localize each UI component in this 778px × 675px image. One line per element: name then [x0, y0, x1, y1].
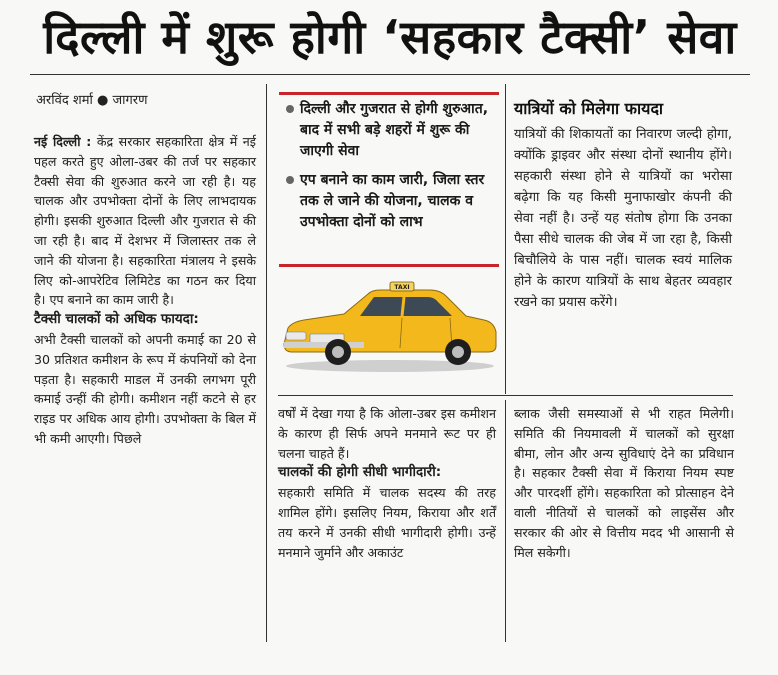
column-1-para-1-text: केंद्र सरकार सहकारिता क्षेत्र में नई पहल करते हुए ओला-उबर की तर्ज पर सहकार टैक्सी सेवा की शुरुआत करने जा रही है। यह चालक और उपभोक्ता दोनों के लिए लाभदायक होगी। इसकी शुरुआत दिल्ली और गुजरात से की जा रही है। बाद में देशभर में जिलास्तर तक ले जाने की योजना है। सहकारिता मंत्रालय ने इसके लिए को-आपरेटिव लिमिटेड का गठन कर दिया है। एप बनाने का काम जारी है। — [34, 134, 256, 308]
column-2 — [278, 404, 496, 562]
taxi-car-illustration — [280, 278, 500, 373]
highlight-text: एप बनाने का काम जारी, जिला स्तर तक ले जाने की योजना, चालक व उपभोक्ता दोनों को लाभ — [300, 172, 485, 230]
column-1-para-1 — [34, 132, 256, 310]
column-divider-2 — [505, 84, 506, 394]
column-3-para-1: ब्लाक जैसी समस्याओं से भी राहत मिलेगी। समिति की नियमावली में चालकों को सुरक्षा बीमा, लोन और अन्य सुविधाएं देने का प्रविधान है। सहकार टैक्सी सेवा में किराया नियम स्पष्ट और पारदर्शी होंगे। सहकारिता को प्रोत्साहन देने वाली नीतियों से चालकों को लाइसेंस और सरकार की ओर से वित्तीय मदद भी आसानी से मिल सकेगी। — [514, 406, 734, 560]
dateline: नई दिल्ली : — [34, 134, 92, 149]
sidebar-text: यात्रियों की शिकायतों का निवारण जल्दी होगा, क्योंकि ड्राइवर और संस्था दोनों स्थानीय होंगे। सहकारी संस्था होने से यात्रियों का भरोसा बढ़ेगा कि यह किसी मुनाफाखोर कंपनी की सेवा नहीं है। उन्हें यह संतोष होगा कि उनका पैसा सीधे चालक की जेब में जा रहा है, किसी बिचौलिये के पास नहीं। चालक स्वयं मालिक होने के कारण यात्रियों के साथ बेहतर व्यवहार रखने का प्रयास करेंगे। — [514, 127, 732, 310]
column-3 — [514, 404, 734, 562]
column-1-para-2: अभी टैक्सी चालकों को अपनी कमाई का 20 से 30 प्रतिशत कमीशन के रूप में कंपनियों को देना पड़ता है। सहकारी माडल में उनकी लगभग पूरी कमाई उन्हीं की होगी। कमीशन नहीं कटने से हर राइड पर अधिक आय होगी। उपभोक्ता के बिल में भी कमी आएगी। पिछले — [34, 331, 256, 446]
highlights-top-bar — [279, 92, 499, 95]
column-divider-3 — [505, 400, 506, 642]
bullet-icon — [286, 176, 294, 184]
lower-section-rule — [278, 395, 733, 396]
headline: दिल्ली में शुरू होगी ‘सहकार टैक्सी’ सेवा — [43, 10, 737, 64]
headline-rule — [30, 74, 750, 75]
column-1 — [34, 132, 256, 449]
taxi-roof-sign: TAXI — [394, 284, 410, 291]
highlights-box — [286, 99, 498, 241]
highlight-item — [286, 99, 498, 162]
sidebar-title: यात्रियों को मिलेगा फायदा — [514, 99, 664, 118]
highlights-bottom-bar — [279, 264, 499, 267]
column-2-subhead: चालकों की होगी सीधी भागीदारी: — [278, 464, 442, 481]
column-2-para-2: सहकारी समिति में चालक सदस्य की तरह शामिल होंगे। इसलिए नियम, किराया और शर्तें तय करने में उनकी सीधी भागीदारी होगी। उन्हें मनमाने जुर्माने और अकाउंट — [278, 485, 496, 560]
highlight-item — [286, 170, 498, 233]
column-1-subhead: टैक्सी चालकों को अधिक फायदा: — [34, 311, 199, 328]
byline: अरविंद शर्मा ● जागरण — [36, 93, 148, 108]
column-divider-1 — [266, 84, 267, 642]
column-2-para-1: वर्षों में देखा गया है कि ओला-उबर इस कमीशन के कारण ही सिर्फ अपने मनमाने रूट पर ही चलना चाहते हैं। — [278, 406, 496, 461]
bullet-icon — [286, 105, 294, 113]
highlight-text: दिल्ली और गुजरात से होगी शुरुआत, बाद में सभी बड़े शहरों में शुरू की जाएगी सेवा — [300, 101, 489, 159]
